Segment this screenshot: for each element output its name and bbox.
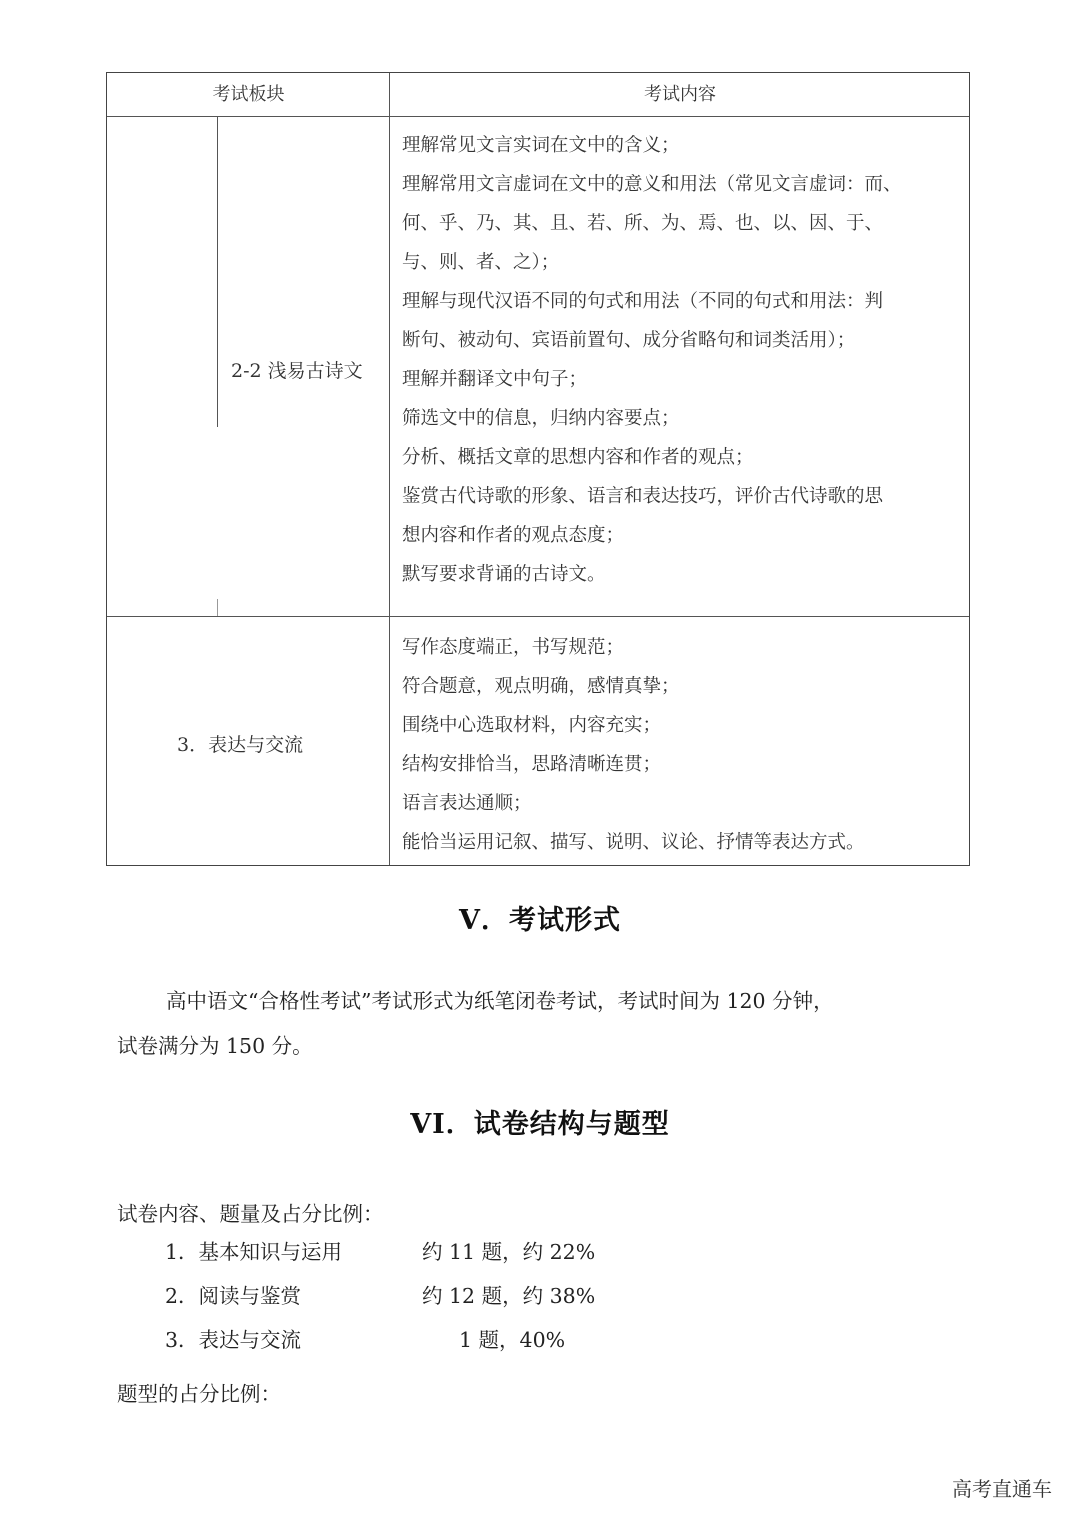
content-line: 理解常用文言虚词在文中的意义和用法（常见文言虚词：而、 [402,174,902,195]
content-line: 理解常见文言实词在文中的含义； [402,135,680,156]
section-title-paper-structure: VI．试卷结构与题型 [410,1109,670,1140]
structure-item-label: 2．阅读与鉴赏 [165,1284,302,1308]
content-line: 默写要求背诵的古诗文。 [402,564,606,585]
row-divider [107,616,969,617]
content-line: 语言表达通顺； [402,793,532,814]
content-classical-poetry [402,126,902,594]
content-line: 鉴赏古代诗歌的形象、语言和表达技巧，评价古代诗歌的思 [402,486,884,507]
content-line: 想内容和作者的观点态度； [402,525,625,546]
structure-item-value: 约 11 题，约 22% [422,1240,596,1264]
inner-divider [217,117,218,427]
exam-format-paragraph-line2: 试卷满分为 150 分。 [117,1034,313,1058]
header-exam-section: 考试板块 [212,84,285,105]
content-line: 何、乎、乃、其、且、若、所、为、焉、也、以、因、于、 [402,213,884,234]
section-label-expression: 3．表达与交流 [177,734,304,756]
structure-item-label: 1．基本知识与运用 [165,1240,343,1264]
section-title-exam-format: V．考试形式 [459,905,621,936]
content-line: 围绕中心选取材料，内容充实； [402,715,662,736]
content-line: 写作态度端正，书写规范； [402,637,625,658]
structure-item-value: 1 题，40% [459,1328,566,1352]
inner-divider-tick [217,599,218,617]
question-type-ratio-label: 题型的占分比例： [117,1382,281,1406]
source-watermark: 高考直通车 [952,1477,1052,1501]
content-line: 能恰当运用记叙、描写、说明、议论、抒情等表达方式。 [402,832,865,853]
paper-structure-intro: 试卷内容、题量及占分比例： [117,1202,384,1226]
content-line: 结构安排恰当，思路清晰连贯； [402,754,662,775]
content-line: 筛选文中的信息，归纳内容要点； [402,408,680,429]
content-expression [402,628,865,862]
exam-content-table [106,72,970,866]
structure-item-value: 约 12 题，约 38% [422,1284,596,1308]
content-line: 与、则、者、之）； [402,252,560,273]
content-line: 理解与现代汉语不同的句式和用法（不同的句式和用法：判 [402,291,884,312]
column-divider [389,73,390,865]
content-line: 断句、被动句、宾语前置句、成分省略句和词类活用）； [402,330,856,351]
section-label-classical-poetry: 2-2 浅易古诗文 [231,360,363,382]
header-divider [107,116,969,117]
content-line: 分析、概括文章的思想内容和作者的观点； [402,447,754,468]
content-line: 理解并翻译文中句子； [402,369,588,390]
header-exam-content: 考试内容 [644,84,716,105]
structure-item-label: 3．表达与交流 [165,1328,302,1352]
content-line: 符合题意，观点明确，感情真挚； [402,676,680,697]
exam-format-paragraph-line1: 高中语文“合格性考试”考试形式为纸笔闭卷考试，考试时间为 120 分钟， [166,989,834,1013]
